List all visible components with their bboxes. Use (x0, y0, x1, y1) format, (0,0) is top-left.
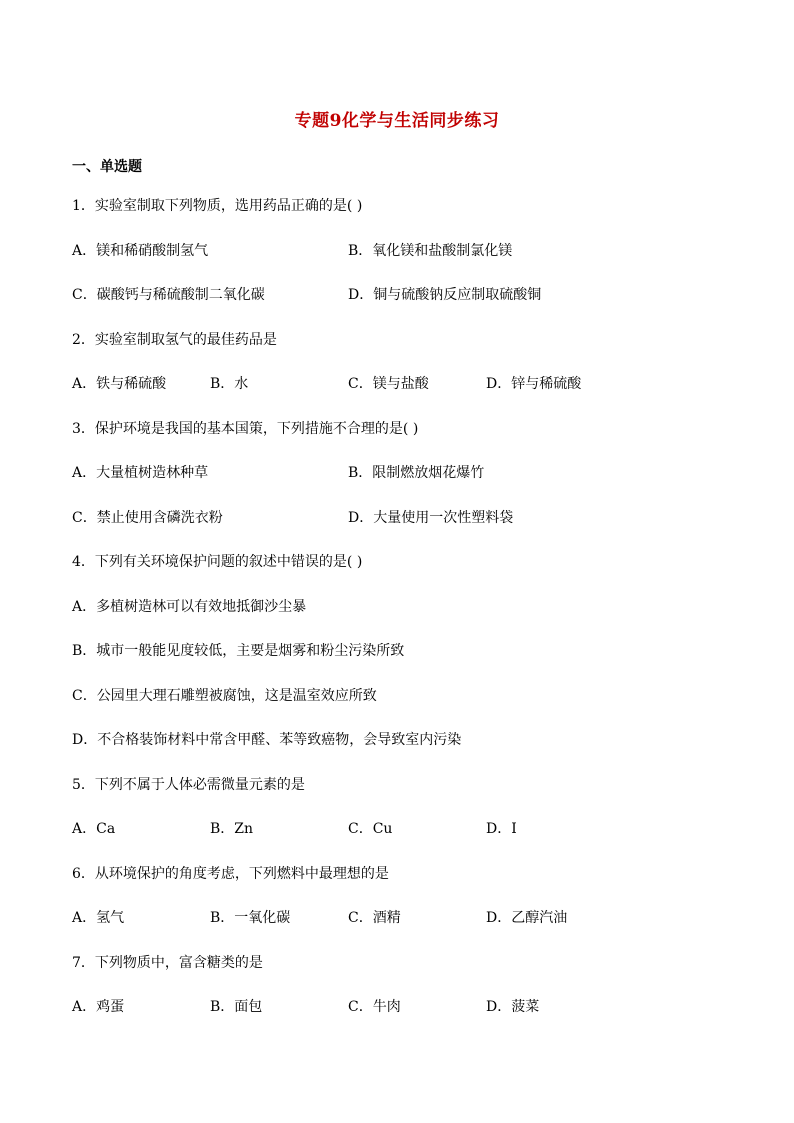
section-heading: 一、单选题 (72, 159, 142, 175)
option-d: D．锌与稀硫酸 (486, 376, 582, 392)
document-title: 专题9化学与生活同步练习 (294, 111, 500, 131)
option-row (72, 240, 732, 262)
option-a: A．大量植树造林种草 (72, 465, 209, 481)
option-c: C．禁止使用含磷洗衣粉 (72, 509, 223, 526)
question-stem: 4．下列有关环境保护问题的叙述中错误的是( ) (72, 554, 363, 570)
option-b: B．一氧化碳 (210, 910, 291, 926)
option-row (72, 507, 732, 529)
option-d: D．I (486, 821, 517, 837)
option-row (72, 818, 732, 840)
question-stem: 2．实验室制取氢气的最佳药品是 (72, 331, 277, 348)
option-c: C．碳酸钙与稀硫酸制二氧化碳 (72, 287, 265, 303)
option-d: D．乙醇汽油 (486, 910, 568, 926)
question-stem: 3．保护环境是我国的基本国策，下列措施不合理的是( ) (72, 420, 419, 437)
option-row (72, 462, 732, 484)
option-d: D．铜与硫酸钠反应制取硫酸铜 (348, 287, 542, 303)
option-row (72, 996, 732, 1018)
option-b: B．城市一般能见度较低，主要是烟雾和粉尘污染所致 (72, 643, 405, 659)
option-a: A．铁与稀硫酸 (72, 376, 167, 392)
option-b: B．水 (210, 376, 249, 392)
option-d: D．菠菜 (486, 999, 540, 1015)
option-b: B．限制燃放烟花爆竹 (348, 465, 485, 481)
option-d: D．大量使用一次性塑料袋 (348, 509, 514, 526)
option-row (72, 907, 732, 929)
option-a: A．鸡蛋 (72, 999, 125, 1015)
option-a: A．多植树造林可以有效地抵御沙尘暴 (72, 598, 307, 615)
option-b: B．Zn (210, 821, 254, 837)
option-c: C．Cu (348, 821, 393, 837)
option-c: C．酒精 (348, 910, 401, 926)
option-d: D．不合格装饰材料中常含甲醛、苯等致癌物，会导致室内污染 (72, 732, 462, 748)
option-row (72, 373, 732, 395)
question-stem: 5．下列不属于人体必需微量元素的是 (72, 776, 305, 793)
option-c: C．镁与盐酸 (348, 376, 429, 392)
question-list (72, 195, 732, 1041)
option-c: C．牛肉 (348, 999, 401, 1015)
option-a: A．氢气 (72, 910, 125, 926)
option-b: B．面包 (210, 999, 263, 1015)
option-row (72, 284, 732, 306)
option-a: A．镁和稀硝酸制氢气 (72, 242, 209, 259)
option-a: A．Ca (72, 821, 116, 837)
question-stem: 1．实验室制取下列物质，选用药品正确的是( ) (72, 198, 363, 214)
option-c: C．公园里大理石雕塑被腐蚀，这是温室效应所致 (72, 687, 377, 704)
option-b: B．氧化镁和盐酸制氯化镁 (348, 242, 513, 259)
question-stem: 7．下列物质中，富含糖类的是 (72, 954, 263, 971)
question-stem: 6．从环境保护的角度考虑，下列燃料中最理想的是 (72, 865, 389, 882)
